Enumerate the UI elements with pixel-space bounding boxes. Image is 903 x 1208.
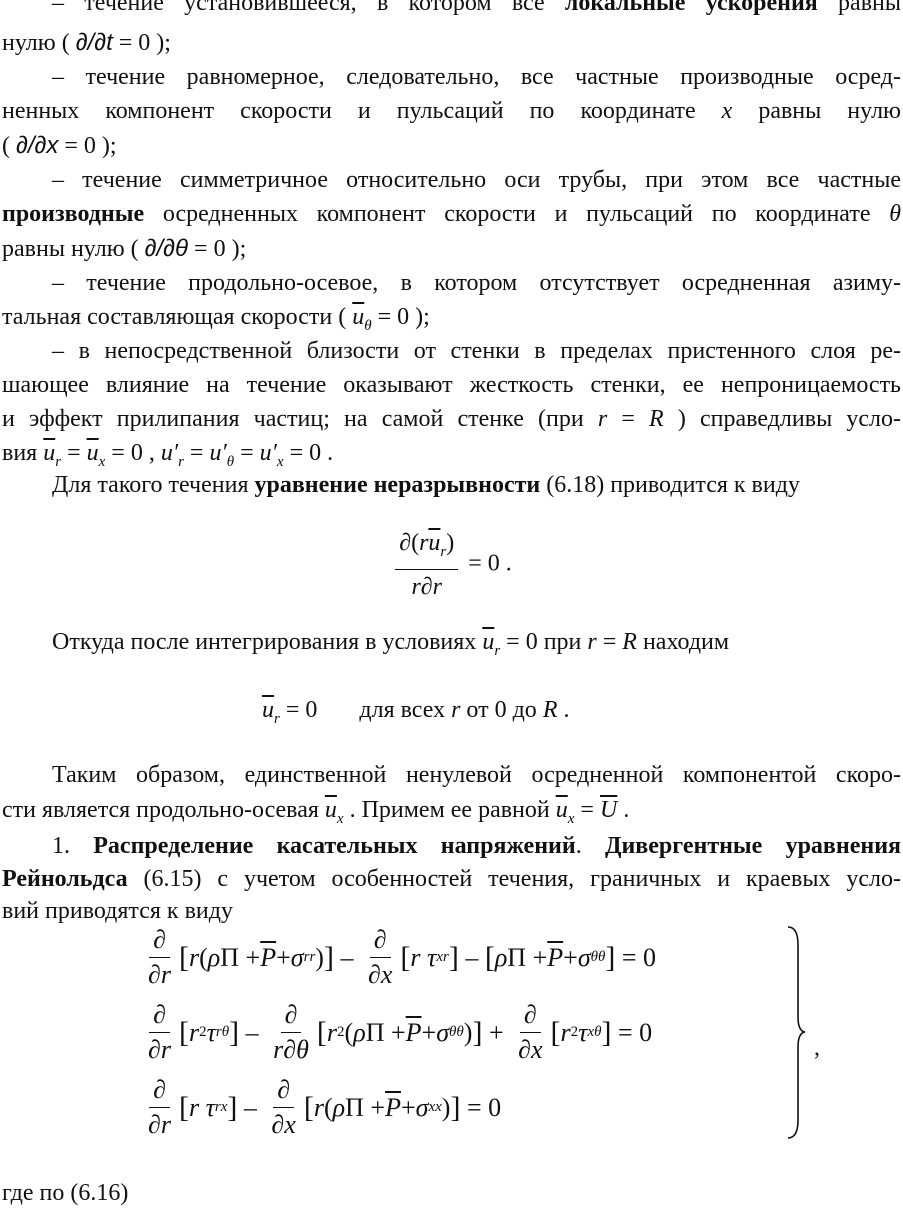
text-line-13: и эффект прилипания частиц; на самой стенке (при r = R ) справедливы усло-	[2, 406, 901, 432]
text-line-15: Для такого течения уравнение неразрывности (6.18) приводится к виду	[52, 472, 800, 498]
text-line-17: $\overline{u}_r = 0$ для всех r от 0 до R .	[262, 697, 570, 727]
text-line-11: – в непосредственной близости от стенки в пределах пристенного слоя ре-	[52, 338, 901, 364]
text-line-3: – течение равномерное, следовательно, все частные производные осред-	[52, 64, 901, 90]
text-line-21: Рейнольдса (6.15) с учетом особенностей течения, граничных и краевых усло-	[2, 866, 901, 892]
text-line-9: – течение продольно-осевое, в котором отсутствует осредненная азиму-	[52, 270, 901, 296]
equation-row-1: $\frac{\partial}{\partial r}$ [ r ( ρ Π + $\overline{P}$ + σ rr ) ] – $\frac{\partial}{\partial x}$ [ r τ xr ] – [ ρ Π + $\overline{P}$ + σ θθ ] = 0	[148, 925, 657, 989]
text-line-8: равны нулю ( ∂/∂θ = 0 );	[2, 235, 247, 262]
text-line-2: нулю ( ∂/∂t = 0 );	[2, 29, 171, 56]
reynolds-equation-system	[140, 925, 820, 1145]
text-line-16: Откуда после интегрирования в условиях $\overline{u}_r = 0$ при r = R находим	[52, 629, 730, 659]
text-line-20: 1. Распределение касательных напряжений. Дивергентные уравнения	[52, 833, 902, 859]
continuity-equation: $\frac{\partial(r\overline{u}_r)}{r\partial r}$ = 0 .	[0, 528, 903, 598]
text-line-10: тальная составляющая скорости ( $\overline{u}_\theta = 0$ );	[2, 304, 430, 334]
text-line-5: ( ∂/∂x = 0 );	[2, 132, 117, 159]
text-line-14: вия $\overline{u}_r = \overline{u}_x = 0$ , $u'_r = u'_\theta = u'_x = 0$ .	[2, 440, 334, 470]
system-comma: ,	[814, 1035, 820, 1061]
text-line-22: вий приводятся к виду	[2, 898, 233, 924]
text-line-19: сти является продольно-осевая $\overline{u}_x$ . Примем ее равной $\overline{u}_x = \overline{U}$ .	[2, 797, 630, 827]
text-line-4: ненных компонент скорости и пульсаций по координате x равны нулю	[2, 98, 901, 124]
text-line-12: шающее влияние на течение оказывают жесткость стенки, ее непроницаемость	[2, 372, 901, 398]
equation-row-3: $\frac{\partial}{\partial r}$ [ r τ rx ] – $\frac{\partial}{\partial x}$ [ r ( ρ Π + $\overline{P}$ + σ xx ) ] = 0	[148, 1075, 502, 1139]
text-line-7: производные осредненных компонент скорости и пульсаций по координате θ	[2, 201, 901, 227]
text-line-23: где по (6.16)	[2, 1180, 129, 1206]
right-brace-icon	[786, 925, 806, 1140]
equation-row-2: $\frac{\partial}{\partial r}$ [ r 2 τ rθ ] – $\frac{\partial}{r\partial\theta}$ [ r 2 ( ρ Π + $\overline{P}$ + σ θθ ) ] + $\frac{\partial}{\partial x}$ [ r 2 τ xθ ] = 0	[148, 1000, 653, 1064]
text-line-18: Таким образом, единственной ненулевой осредненной компонентой скоро-	[52, 762, 901, 788]
text-line-1: – течение установившееся, в котором все локальные ускорения равны	[52, 0, 901, 16]
text-line-6: – течение симметричное относительно оси трубы, при этом все частные	[52, 167, 901, 193]
